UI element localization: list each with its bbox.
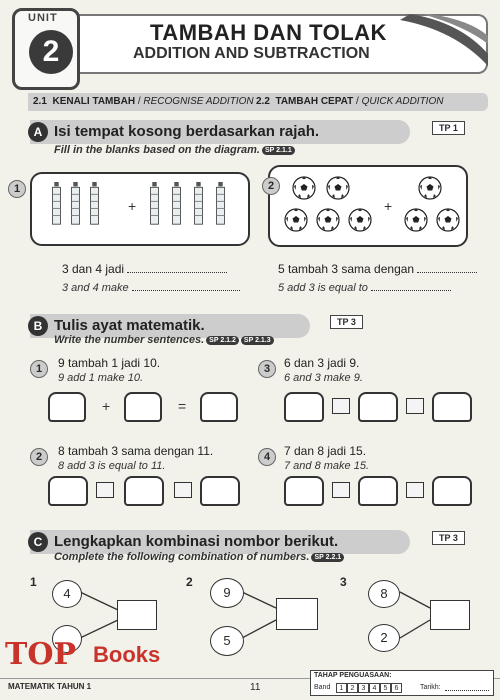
number-circle: 2 bbox=[368, 624, 400, 652]
bottle-icon bbox=[50, 182, 63, 226]
band-option[interactable]: 6 bbox=[391, 683, 402, 693]
question-text-en: 6 and 3 make 9. bbox=[284, 372, 363, 384]
answer-box[interactable] bbox=[358, 476, 398, 506]
band-label: Band bbox=[314, 684, 331, 691]
sp-tag: SP 2.1.3 bbox=[241, 336, 274, 345]
answer-blank[interactable] bbox=[132, 290, 240, 291]
section-b-badge: B bbox=[28, 316, 48, 336]
section-c-title: Lengkapkan kombinasi nombor berikut. bbox=[54, 533, 339, 550]
unit-number: 2 bbox=[29, 30, 73, 74]
answer-box[interactable] bbox=[200, 392, 238, 422]
tp-badge: TP 1 bbox=[432, 121, 465, 135]
equals-sign: = bbox=[178, 398, 187, 414]
date-field[interactable] bbox=[445, 690, 489, 691]
soccer-ball-icon bbox=[316, 208, 340, 232]
question-text-en: 3 and 4 make bbox=[62, 282, 240, 294]
question-number: 3 bbox=[340, 575, 347, 589]
soccer-ball-icon bbox=[284, 208, 308, 232]
answer-box[interactable] bbox=[358, 392, 398, 422]
answer-box[interactable] bbox=[276, 598, 318, 630]
page-subtitle: ADDITION AND SUBTRACTION bbox=[133, 45, 370, 62]
question-text-en: 5 add 3 is equal to bbox=[278, 282, 451, 294]
question-number: 1 bbox=[30, 360, 48, 378]
soccer-ball-icon bbox=[292, 176, 316, 200]
answer-box[interactable] bbox=[48, 476, 88, 506]
answer-box[interactable] bbox=[48, 392, 86, 422]
question-number: 1 bbox=[8, 180, 26, 198]
answer-box[interactable] bbox=[200, 476, 240, 506]
section-a-badge: A bbox=[28, 122, 48, 142]
bottle-icon bbox=[148, 182, 161, 226]
logo-top: TOP bbox=[5, 637, 77, 672]
question-number: 2 bbox=[186, 575, 193, 589]
answer-box[interactable] bbox=[284, 392, 324, 422]
soccer-ball-icon bbox=[326, 176, 350, 200]
section-c-badge: C bbox=[28, 532, 48, 552]
operator-box[interactable] bbox=[406, 482, 424, 498]
band-list bbox=[336, 683, 402, 693]
plus-sign: + bbox=[384, 198, 393, 214]
question-text-en: 8 add 3 is equal to 11. bbox=[58, 460, 166, 472]
number-circle: 8 bbox=[368, 580, 400, 608]
soccer-ball-icon bbox=[348, 208, 372, 232]
mastery-label: TAHAP PENGUASAAN: bbox=[314, 672, 392, 679]
soccer-ball-icon bbox=[404, 208, 428, 232]
answer-box[interactable] bbox=[124, 476, 164, 506]
logo-books: Books bbox=[93, 642, 161, 667]
question-text: 5 tambah 3 sama dengan bbox=[278, 262, 477, 276]
answer-blank[interactable] bbox=[127, 272, 227, 273]
section-a-title: Isi tempat kosong berdasarkan rajah. bbox=[54, 123, 320, 140]
bottle-icon bbox=[88, 182, 101, 226]
bottle-icon bbox=[214, 182, 227, 226]
plus-sign: + bbox=[102, 398, 111, 414]
number-circle: 4 bbox=[52, 580, 82, 608]
book-title: MATEMATIK TAHUN 1 bbox=[8, 682, 92, 691]
question-number: 3 bbox=[258, 360, 276, 378]
band-option[interactable]: 5 bbox=[380, 683, 391, 693]
question-text-en: 9 add 1 make 10. bbox=[58, 372, 144, 384]
section-c-subtitle: Complete the following combination of numbers. SP 2.2.1 bbox=[54, 551, 344, 563]
unit-label: UNIT bbox=[28, 12, 58, 24]
operator-box[interactable] bbox=[96, 482, 114, 498]
page-number: 11 bbox=[250, 682, 261, 693]
bottle-icon bbox=[170, 182, 183, 226]
answer-blank[interactable] bbox=[417, 272, 477, 273]
band-option[interactable]: 2 bbox=[347, 683, 358, 693]
question-number: 2 bbox=[262, 177, 280, 195]
soccer-ball-icon bbox=[418, 176, 442, 200]
sp-tag: SP 2.2.1 bbox=[311, 553, 344, 562]
question-number: 4 bbox=[258, 448, 276, 466]
question-text: 3 dan 4 jadi bbox=[62, 262, 227, 276]
balls-group bbox=[270, 170, 466, 246]
question-text: 9 tambah 1 jadi 10. bbox=[58, 356, 161, 370]
subtopic-1: 2.1 KENALI TAMBAH / RECOGNISE ADDITION bbox=[33, 96, 254, 107]
bottle-icon bbox=[192, 182, 205, 226]
band-option[interactable]: 1 bbox=[336, 683, 347, 693]
band-option[interactable]: 3 bbox=[358, 683, 369, 693]
answer-blank[interactable] bbox=[371, 290, 451, 291]
page-title: TAMBAH DAN TOLAK bbox=[150, 20, 387, 45]
soccer-ball-icon bbox=[436, 208, 460, 232]
subtopic-2: 2.2 TAMBAH CEPAT / QUICK ADDITION bbox=[256, 96, 444, 107]
header-stripes bbox=[400, 14, 488, 74]
answer-box[interactable] bbox=[432, 392, 472, 422]
operator-box[interactable] bbox=[174, 482, 192, 498]
question-text-en: 7 and 8 make 15. bbox=[284, 460, 370, 472]
plus-sign: + bbox=[128, 198, 137, 214]
number-circle: 9 bbox=[210, 578, 244, 608]
question-text: 7 dan 8 jadi 15. bbox=[284, 444, 367, 458]
bottle-icon bbox=[69, 182, 82, 226]
sp-tag: SP 2.1.2 bbox=[206, 336, 239, 345]
tp-badge: TP 3 bbox=[432, 531, 465, 545]
section-a-subtitle: Fill in the blanks based on the diagram. SP 2.1.1 bbox=[54, 144, 295, 156]
operator-box[interactable] bbox=[332, 398, 350, 414]
answer-box[interactable] bbox=[284, 476, 324, 506]
sp-tag: SP 2.1.1 bbox=[262, 146, 295, 155]
tp-badge: TP 3 bbox=[330, 315, 363, 329]
number-circle: 5 bbox=[210, 626, 244, 656]
bottles-group bbox=[38, 178, 248, 242]
question-text: 6 dan 3 jadi 9. bbox=[284, 356, 360, 370]
answer-box[interactable] bbox=[432, 476, 472, 506]
section-b-subtitle: Write the number sentences. SP 2.1.2 SP 2.1.3 bbox=[54, 334, 274, 346]
operator-box[interactable] bbox=[332, 482, 350, 498]
date-label: Tarikh: bbox=[420, 684, 441, 691]
question-number: 1 bbox=[30, 575, 37, 589]
operator-box[interactable] bbox=[406, 398, 424, 414]
section-b-title: Tulis ayat matematik. bbox=[54, 317, 205, 334]
question-number: 2 bbox=[30, 448, 48, 466]
answer-box[interactable] bbox=[430, 600, 470, 630]
band-option[interactable]: 4 bbox=[369, 683, 380, 693]
answer-box[interactable] bbox=[124, 392, 162, 422]
answer-box[interactable] bbox=[117, 600, 157, 630]
question-text: 8 tambah 3 sama dengan 11. bbox=[58, 444, 214, 458]
